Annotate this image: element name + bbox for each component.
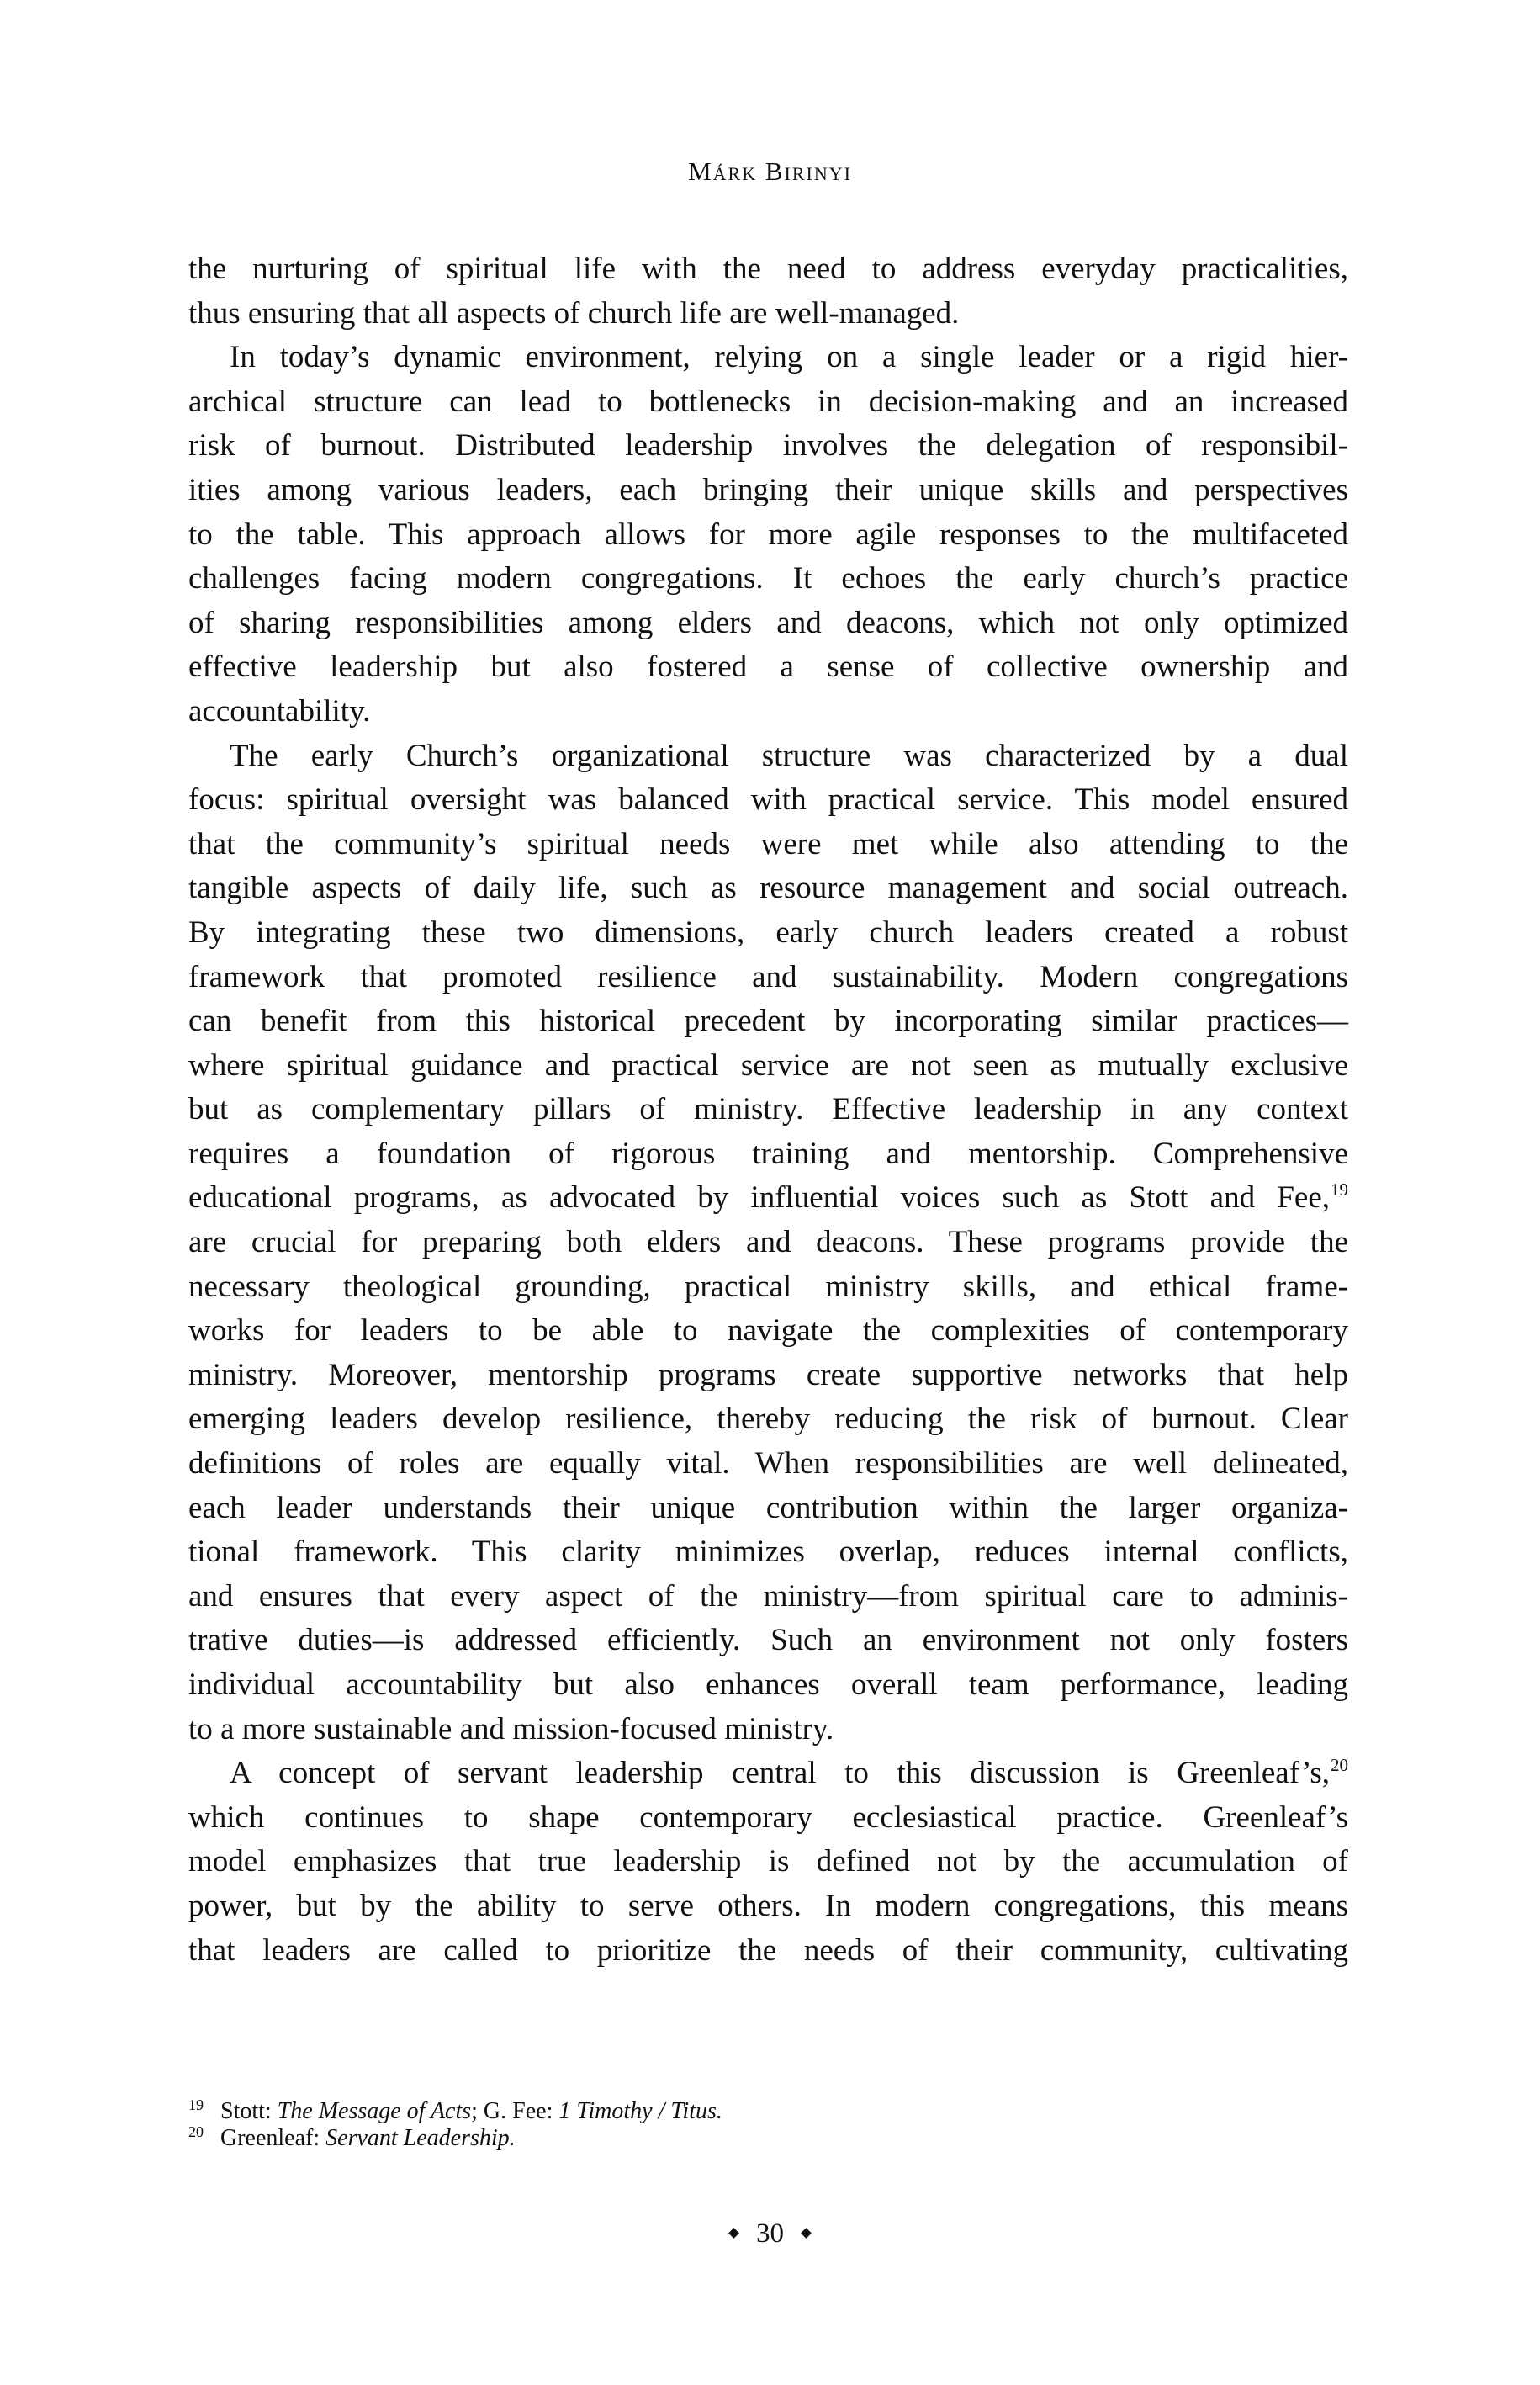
text-line: are crucial for preparing both elders and deacons. These programs provide the — [188, 1225, 1348, 1260]
text-line: model emphasizes that true leadership is defined not by the accumulation of — [188, 1844, 1348, 1879]
text-line: accountability. — [188, 693, 371, 729]
footnote-title-italic: The Message of Acts — [277, 2098, 472, 2124]
footnote-ref-19[interactable]: 19 — [1331, 1179, 1348, 1200]
footnote-title-italic: Servant Leadership. — [325, 2125, 516, 2151]
text-line: of sharing responsibilities among elders and deacons, which not only optimized — [188, 605, 1348, 640]
text-line: effective leadership but also fostered a sense of collective ownership and — [188, 649, 1348, 685]
text-line: individual accountability but also enhances overall team performance, leading — [188, 1667, 1348, 1702]
author-name: Márk Birinyi — [688, 156, 852, 186]
text-line: can benefit from this historical precedent by incorporating similar practices— — [188, 1004, 1348, 1039]
footnote-20: 20 Greenleaf: Servant Leadership. — [188, 2123, 516, 2151]
page-number-footer — [0, 2218, 1540, 2250]
text-line: that the community’s spiritual needs were met while also attending to the — [188, 826, 1348, 861]
text-line: definitions of roles are equally vital. When responsibilities are well delineated, — [188, 1446, 1348, 1481]
text-line: power, but by the ability to serve others. In modern congregations, this means — [188, 1888, 1348, 1923]
body-text — [188, 247, 1348, 1973]
text-line: each leader understands their unique contribution within the larger organiza- — [188, 1490, 1348, 1525]
text-line: works for leaders to be able to navigate the complexities of contemporary — [188, 1313, 1348, 1349]
text-line: tional framework. This clarity minimizes overlap, reduces internal conflicts, — [188, 1534, 1348, 1570]
text-line: focus: spiritual oversight was balanced with practical service. This model ensured — [188, 782, 1348, 818]
text-line-with-footnote-ref — [188, 1752, 1348, 1796]
paragraph-distributed-leadership — [188, 336, 1348, 734]
text-line: to the table. This approach allows for more agile responses to the multifaceted — [188, 517, 1348, 552]
footnote-ref-20[interactable]: 20 — [1331, 1755, 1348, 1776]
text-segment: A concept of servant leadership central to this discussion is Greenleaf’s, — [230, 1756, 1330, 1791]
text-line: By integrating these two dimensions, early church leaders created a robust — [188, 914, 1348, 950]
paragraph-continued — [188, 247, 1348, 336]
footnote-title-italic: 1 Timothy / Titus. — [558, 2098, 722, 2124]
text-line: that leaders are called to prioritize the needs of their community, cultivating — [188, 1932, 1348, 1968]
text-line: and ensures that every aspect of the ministry—from spiritual care to adminis- — [188, 1578, 1348, 1614]
footnote-text: Stott: — [220, 2098, 278, 2124]
text-line: requires a foundation of rigorous training and mentorship. Comprehensive — [188, 1136, 1348, 1171]
text-line-with-footnote-ref — [188, 1176, 1348, 1221]
text-line: but as complementary pillars of ministry. Effective leadership in any context — [188, 1092, 1348, 1127]
text-line: archical structure can lead to bottlenecks in decision-making and an increased — [188, 384, 1348, 419]
footnotes — [188, 2098, 1348, 2152]
text-line: The early Church’s organizational structure was characterized by a dual — [230, 738, 1348, 773]
text-segment: educational programs, as advocated by influential voices such as Stott and Fee, — [188, 1180, 1330, 1216]
text-line: necessary theological grounding, practical ministry skills, and ethical frame- — [188, 1269, 1348, 1304]
text-line: In today’s dynamic environment, relying on a single leader or a rigid hier- — [230, 340, 1348, 375]
paragraph-servant-leadership — [188, 1752, 1348, 1973]
diamond-bullet-icon — [728, 2228, 739, 2239]
paragraph-early-church-structure — [188, 734, 1348, 1752]
text-line: framework that promoted resilience and sustainability. Modern congregations — [188, 959, 1348, 994]
text-line: ministry. Moreover, mentorship programs create supportive networks that help — [188, 1357, 1348, 1392]
text-line: where spiritual guidance and practical service are not seen as mutually exclusive — [188, 1047, 1348, 1083]
footnote-19: 19 Stott: The Message of Acts; G. Fee: 1 Timothy / Titus. — [188, 2096, 722, 2124]
text-line: risk of burnout. Distributed leadership involves the delegation of responsibil- — [188, 428, 1348, 464]
text-line: which continues to shape contemporary ecclesiastical practice. Greenleaf’s — [188, 1799, 1348, 1835]
diamond-bullet-icon — [801, 2228, 812, 2239]
text-line: the nurturing of spiritual life with the need to address everyday practicalities, — [188, 252, 1348, 286]
page-number: 30 — [756, 2218, 784, 2249]
text-line: challenges facing modern congregations. It echoes the early church’s practice — [188, 561, 1348, 596]
text-line: ities among various leaders, each bringing their unique skills and perspectives — [188, 472, 1348, 507]
text-line: trative duties—is addressed efficiently. Such an environment not only fosters — [188, 1623, 1348, 1658]
footnote-text: Greenleaf: — [220, 2125, 326, 2151]
text-line: thus ensuring that all aspects of church life are well-managed. — [188, 295, 960, 331]
text-line: to a more sustainable and mission-focused ministry. — [188, 1711, 834, 1746]
text-line: emerging leaders develop resilience, thereby reducing the risk of burnout. Clear — [188, 1402, 1348, 1437]
footnote-text: ; G. Fee: — [471, 2098, 559, 2124]
text-line: tangible aspects of daily life, such as resource management and social outreach. — [188, 871, 1348, 906]
running-head — [0, 156, 1540, 187]
